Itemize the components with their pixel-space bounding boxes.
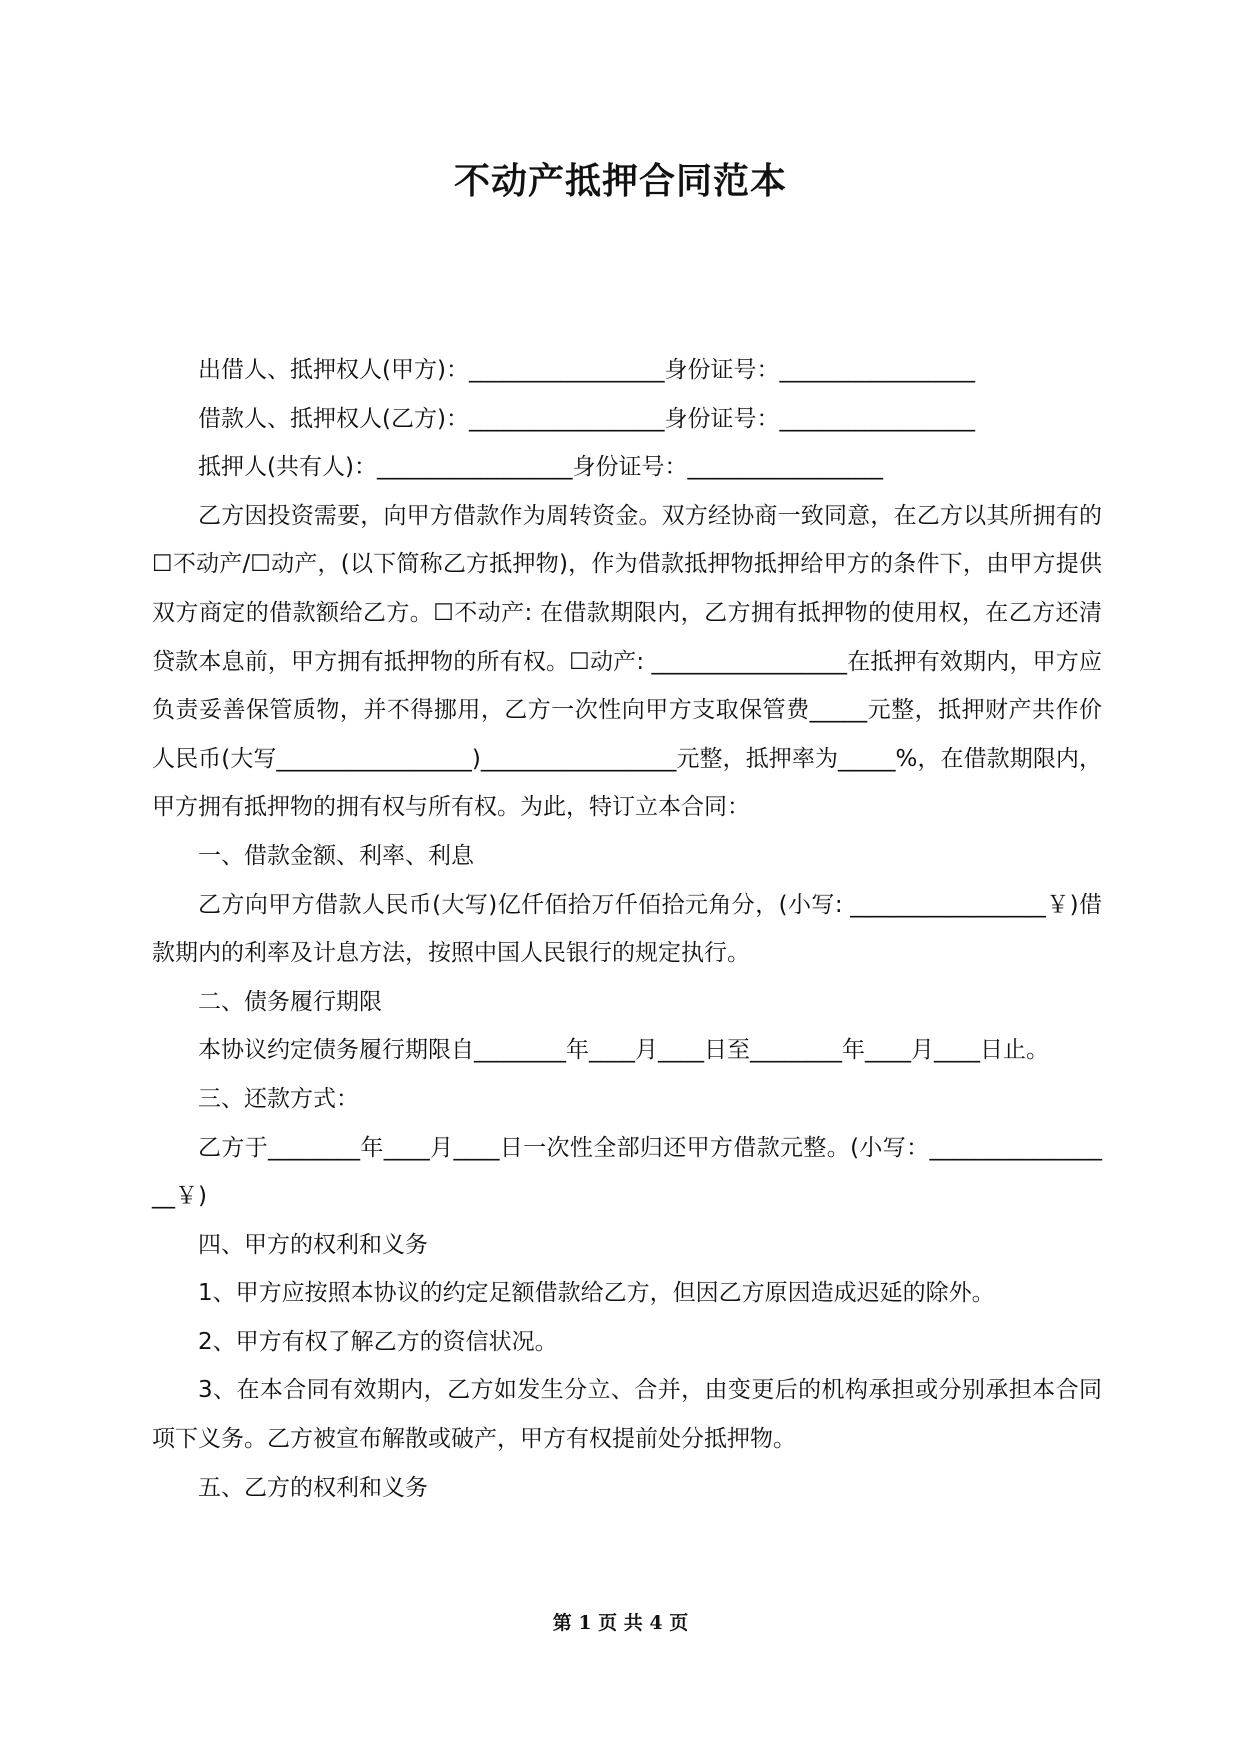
section-heading-1: 一、借款金额、利率、利息 [198,842,474,869]
document-body [152,346,1102,1512]
section-heading-4: 四、甲方的权利和义务 [198,1231,428,1258]
paragraph-party-a-duty-3: 3、在本合同有效期内，乙方如发生分立、合并，由变更后的机构承担或分别承担本合同项下义务。乙方被宣布解散或破产，甲方有权提前处分抵押物。 [152,1377,1102,1453]
paragraph-party-a-duty-2: 2、甲方有权了解乙方的资信状况。 [198,1328,558,1355]
paragraph-repayment: 乙方于________年____月____日一次性全部归还甲方借款元整。(小写：_________________￥) [152,1134,1102,1210]
paragraph-mortgagor: 抵押人(共有人)：_________________身份证号：_________________ [198,454,883,481]
paragraph-term: 本协议约定债务履行期限自________年____月____日至________年____月____日止。 [198,1037,1049,1064]
document-title: 不动产抵押合同范本 [453,161,787,202]
paragraph-preamble: 乙方因投资需要，向甲方借款作为周转资金。双方经协商一致同意，在乙方以其所拥有的☐不动产/☐动产，(以下简称乙方抵押物)，作为借款抵押物抵押给甲方的条件下，由甲方提供双方商定的借款额给乙方。☐不动产: 在借款期限内，乙方拥有抵押物的使用权，在乙方还清贷款本息前，甲方拥有抵押物的所有权。☐动产: _________________在抵押有效期内，甲方应负责妥善保管质物，并不得挪用，乙方一次性向甲方支取保管费_____元整，抵押财产共作价人民币(大写_________________)_________________元整，抵押率为_____%，在借款期限内，甲方拥有抵押物的拥有权与所有权。为此，特订立本合同： [152,502,1102,821]
paragraph-loan-amount: 乙方向甲方借款人民币(大写)亿仟佰拾万仟佰拾元角分，(小写: _________________￥)借款期内的利率及计息方法，按照中国人民银行的规定执行。 [152,891,1102,967]
section-heading-2: 二、债务履行期限 [198,988,382,1015]
paragraph-lender: 出借人、抵押权人(甲方)：_________________身份证号：_________________ [198,357,975,383]
paragraph-party-a-duty-1: 1、甲方应按照本协议的约定足额借款给乙方，但因乙方原因造成迟延的除外。 [198,1280,995,1307]
paragraph-borrower: 借款人、抵押权人(乙方)：_________________身份证号：_________________ [198,405,975,432]
section-heading-3: 三、还款方式： [198,1085,359,1112]
page-footer: 第 1 页 共 4 页 [552,1612,689,1634]
section-heading-5: 五、乙方的权利和义务 [198,1474,428,1501]
